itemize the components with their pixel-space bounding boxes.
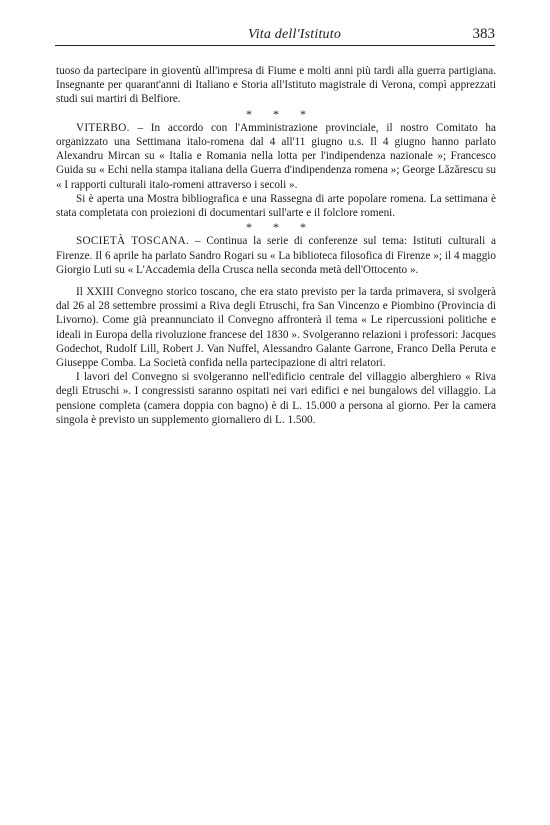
page-number: 383 xyxy=(472,26,495,42)
page-header xyxy=(55,25,495,46)
viterbo-paragraph xyxy=(56,121,496,192)
section-separator: * * * xyxy=(246,220,315,235)
toscana-paragraph-3: I lavori del Convegno si svolgeranno nell'edificio centrale del villaggio alberghiero « Riva degli Etruschi ». I congressisti saranno ospitati nei vari edifici e nei bungalows del villaggio. La pensione completa (camera doppia con bagno) è di L. 15.000 a persona al giorno. Per la camera singola è previsto un supplemento giornaliero di L. 1.500. xyxy=(56,371,496,426)
toscana-paragraph-2: Il XXIII Convegno storico toscano, che era stato previsto per la tarda primavera, si svolgerà dal 26 al 28 settembre prossimi a Riva degli Etruschi, fra San Vincenzo e Piombino (Provincia di Livorno). Come già preannunciato il Convegno affronterà il tema « Le ripercussioni politiche e ideali in Europa della rivoluzione francese del 1830 ». Svolgeranno relazioni i professori: Jacques Godechot, Rudolf Lill, Robert J. Van Nuffel, Alessandro Galante Garrone, Franco Della Peruta e Giuseppe Comba. La Società confida nella partecipazione di altri relatori. xyxy=(56,286,496,370)
continuation-paragraph: tuoso da partecipare in gioventù all'impresa di Fiume e molti anni più tardi alla guerra partigiana. Insegnante per quarant'anni di Italiano e Storia all'Istituto magistrale di Verona, compì apprezzati studi sui martiri di Belfiore. xyxy=(56,65,496,106)
section-separator: * * * xyxy=(246,106,315,121)
toscana-heading: SOCIETÀ TOSCANA. xyxy=(76,235,190,248)
body-text xyxy=(56,64,496,427)
toscana-paragraph xyxy=(56,234,496,277)
viterbo-paragraph-2: Si è aperta una Mostra bibliografica e una Rassegna di arte popolare romena. La settimana è stata completata con proiezioni di documentari sull'arte e il folclore romeni. xyxy=(56,192,496,220)
viterbo-heading: VITERBO. xyxy=(76,121,130,134)
viterbo-text: – In accordo con l'Amministrazione provinciale, il nostro Comitato ha organizzato una Settimana italo-romena dal 4 all'11 giugno u.s. Il 4 giugno hanno parlato Alexandru Mircan su « Italia e Romania nella lotta per l'indipendenza nazionale »; Francesco Guida su « Echi nella stampa italiana della Guerra d'indipendenza romena »; George Lăzărescu su « I rapporti culturali italo-romeni attraverso i secoli ». xyxy=(56,121,496,191)
running-title: Vita dell'Istituto xyxy=(248,27,342,42)
toscana-text: – Continua la serie di conferenze sul tema: Istituti culturali a Firenze. Il 6 aprile ha parlato Sandro Rogari su « La biblioteca filosofica di Firenze »; il 4 maggio Giorgio Luti su « L'Accademia della Crusca nella seconda metà dell'Ottocento ». xyxy=(56,235,497,276)
